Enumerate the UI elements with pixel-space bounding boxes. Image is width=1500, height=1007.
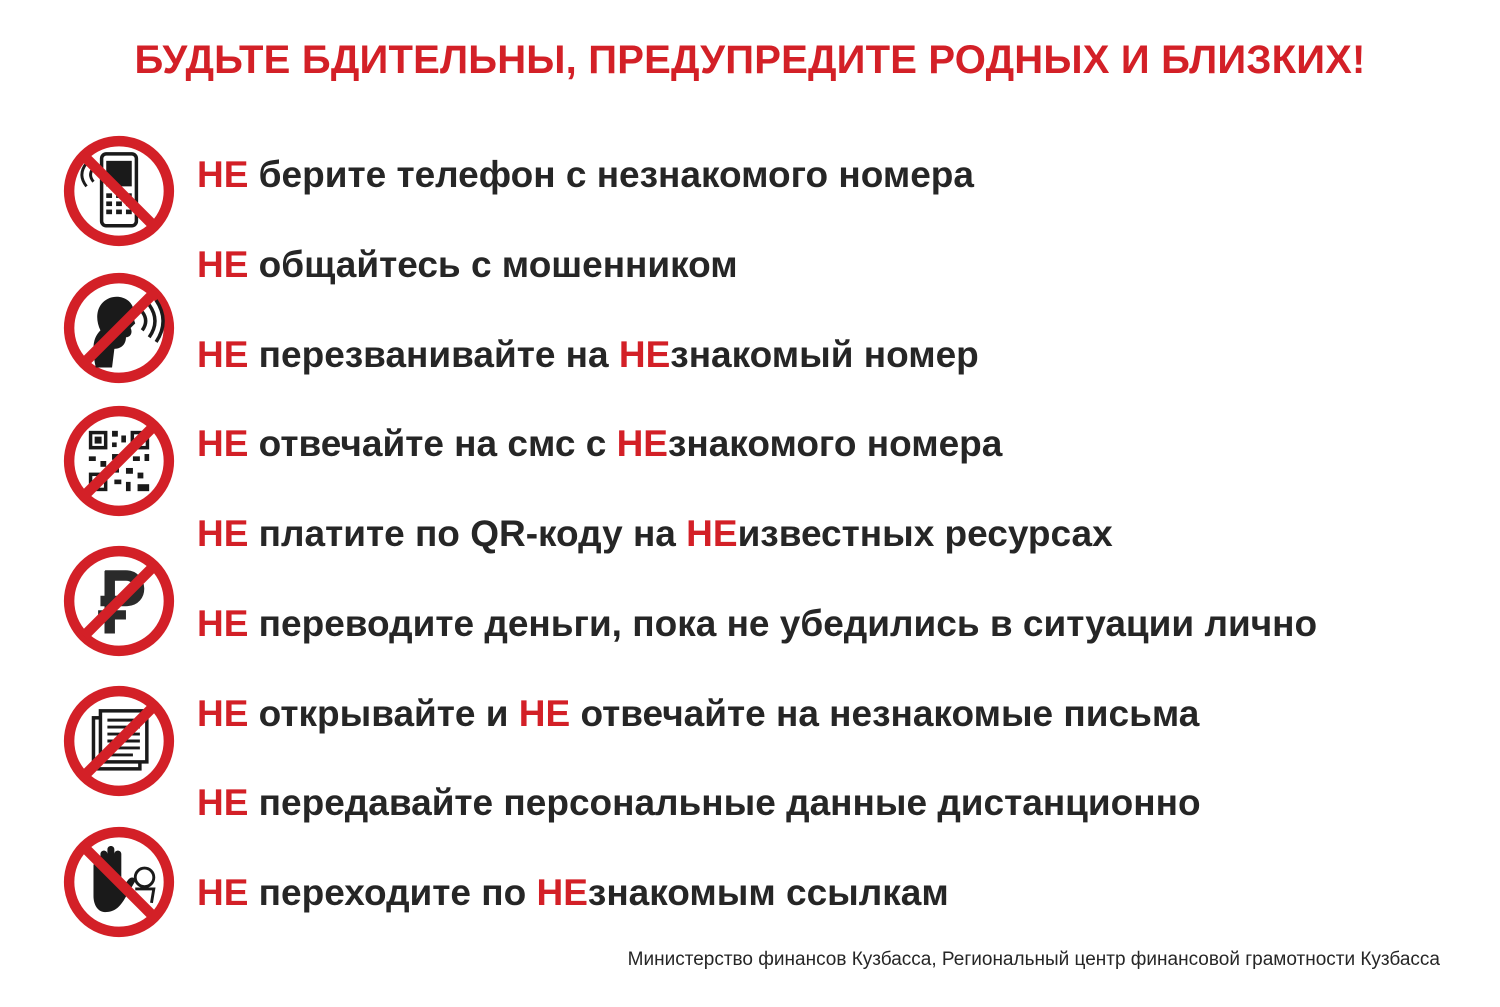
- rule-9: НЕ переходите по НЕзнакомым ссылкам: [197, 872, 949, 913]
- no-stop-hand-icon: [61, 824, 177, 940]
- page-title: БУДЬТЕ БДИТЕЛЬНЫ, ПРЕДУПРЕДИТЕ РОДНЫХ И БЛИЗКИХ!: [134, 38, 1366, 82]
- rule-5: НЕ платите по QR-коду на НЕизвестных ресурсах: [197, 513, 1113, 554]
- no-letters-icon: [61, 683, 177, 799]
- no-ruble-icon: [61, 543, 177, 659]
- rule-6: НЕ переводите деньги, пока не убедились в ситуации лично: [197, 603, 1318, 644]
- rule-7: НЕ открывайте и НЕ отвечайте на незнакомые письма: [197, 693, 1200, 734]
- rule-4: НЕ отвечайте на смс с НЕзнакомого номера: [197, 423, 1003, 464]
- rule-8: НЕ передавайте персональные данные дистанционно: [197, 782, 1201, 823]
- rule-2: НЕ общайтесь с мошенником: [197, 244, 738, 285]
- no-qr-code-icon: [61, 403, 177, 519]
- footer-credit: Министерство финансов Кузбасса, Региональный центр финансовой грамотности Кузбасса: [627, 949, 1440, 970]
- no-mobile-phone-icon: [61, 133, 177, 249]
- no-talking-person-icon: [61, 270, 177, 386]
- rule-1: НЕ берите телефон с незнакомого номера: [197, 154, 974, 195]
- rule-3: НЕ перезванивайте на НЕзнакомый номер: [197, 334, 979, 375]
